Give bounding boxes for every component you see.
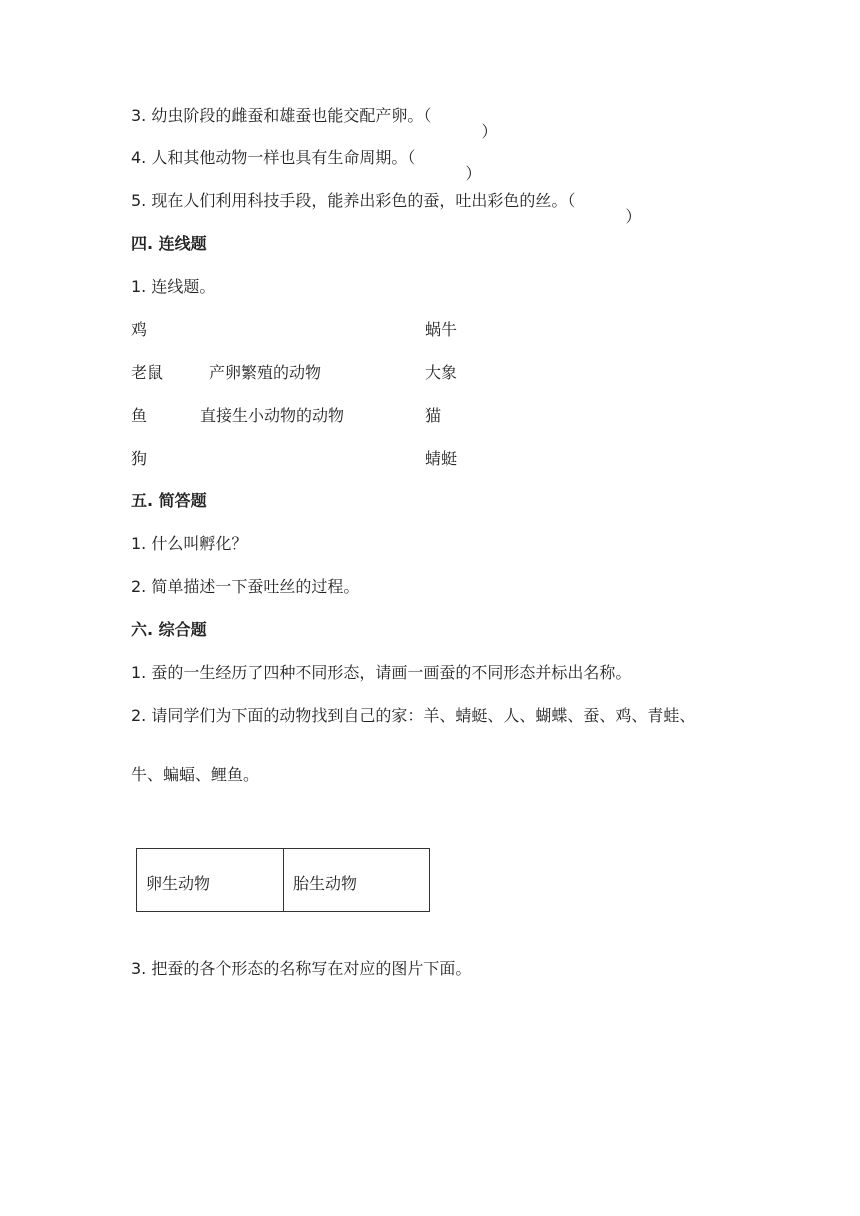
tf-item-3: 3. 幼虫阶段的雌蚕和雄蚕也能交配产卵。（ ）	[131, 106, 498, 141]
match-right-item[interactable]: 蜻蜓	[425, 449, 458, 468]
match-right-item[interactable]: 大象	[425, 363, 458, 382]
tf-item-3-text: 3. 幼虫阶段的雌蚕和雄蚕也能交配产卵。（	[131, 106, 432, 125]
matching-question: 1. 连线题。	[131, 277, 216, 296]
comprehensive-q1: 1. 蚕的一生经历了四种不同形态，请画一画蚕的不同形态并标出名称。	[131, 663, 632, 682]
classification-table	[136, 848, 430, 912]
section-heading-comprehensive: 六. 综合题	[131, 620, 207, 639]
match-left-item[interactable]: 鸡	[131, 320, 148, 339]
comprehensive-q3: 3. 把蚕的各个形态的名称写在对应的图片下面。	[131, 959, 472, 978]
match-right-item[interactable]: 蜗牛	[425, 320, 458, 339]
tf-item-5-text: 5. 现在人们利用科技手段，能养出彩色的蚕，吐出彩色的丝。（	[131, 191, 576, 210]
section-heading-short-answer: 五. 简答题	[131, 491, 207, 510]
match-left-item[interactable]: 狗	[131, 449, 148, 468]
match-right-item[interactable]: 猫	[425, 406, 442, 425]
comprehensive-q2-line2: 牛、蝙蝠、鲤鱼。	[131, 765, 260, 784]
match-left-item[interactable]: 老鼠	[131, 363, 164, 382]
match-left-item[interactable]: 鱼	[131, 406, 148, 425]
comprehensive-q2-line1: 2. 请同学们为下面的动物找到自己的家：羊、蜻蜓、人、蝴蝶、蚕、鸡、青蛙、	[131, 706, 696, 725]
table-cell-oviparous[interactable]: 卵生动物	[146, 874, 211, 893]
short-answer-q2: 2. 简单描述一下蚕吐丝的过程。	[131, 577, 360, 596]
match-middle-item[interactable]: 直接生小动物的动物	[200, 406, 345, 425]
tf-item-4-text: 4. 人和其他动物一样也具有生命周期。（	[131, 148, 416, 167]
tf-item-5: 5. 现在人们利用科技手段，能养出彩色的蚕，吐出彩色的丝。（ ）	[131, 191, 642, 226]
short-answer-q1: 1. 什么叫孵化？	[131, 534, 248, 553]
match-middle-item[interactable]: 产卵繁殖的动物	[209, 363, 322, 382]
section-heading-matching: 四. 连线题	[131, 234, 207, 253]
tf-item-4: 4. 人和其他动物一样也具有生命周期。（ ）	[131, 148, 482, 183]
table-cell-viviparous[interactable]: 胎生动物	[283, 849, 429, 911]
